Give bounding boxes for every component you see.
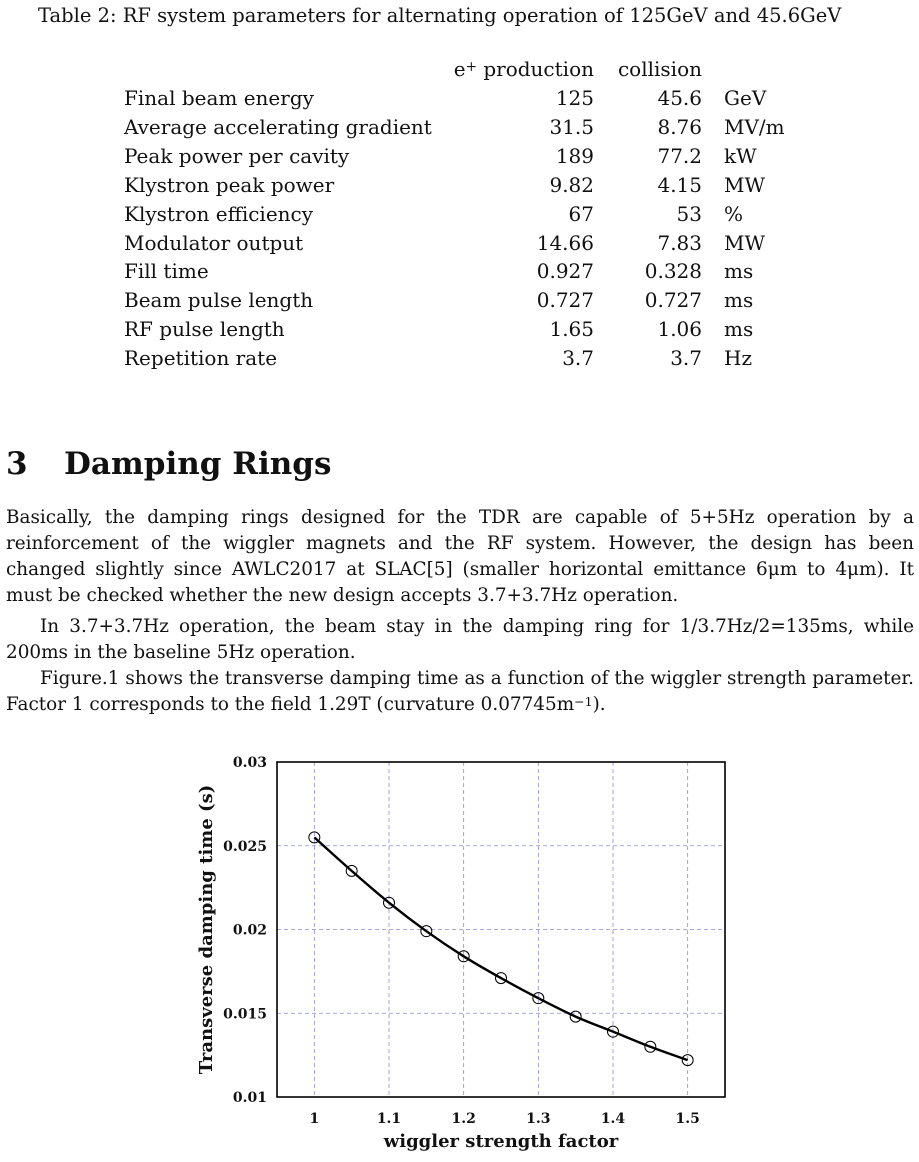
header-col1: e+ production (453, 56, 594, 81)
chart-ticks (223, 755, 700, 1127)
row-value-collision: 3.7 (670, 346, 702, 371)
row-value-collision: 45.6 (657, 86, 702, 110)
section-title: Damping Rings (64, 446, 332, 482)
row-label: Peak power per cavity (124, 143, 350, 168)
table-header-row (118, 54, 785, 84)
row-value-eplus: 125 (555, 86, 594, 110)
row-value-eplus: 0.727 (536, 288, 594, 313)
y-axis-label: Transverse damping time (s) (196, 784, 217, 1075)
x-tick-label: 1.5 (675, 1111, 700, 1127)
row-label: Final beam energy (124, 86, 314, 110)
row-label: Klystron efficiency (124, 201, 314, 226)
paragraph-1: Basically, the damping rings designed for the TDR are capable of 5+5Hz operation by a reinforcement of the wiggler magnets and the RF system. However, the design has been changed slightly since AWLC2017 at SLAC[5] (smaller horizontal emittance 6μm to 4μm). It must be checked whether the new design accepts 3.7+3.7Hz operation. (6, 507, 914, 606)
x-tick-label: 1 (309, 1111, 320, 1127)
row-value-collision: 53 (676, 201, 702, 226)
y-tick-label: 0.015 (223, 1006, 267, 1023)
chart-grid (277, 762, 725, 1097)
row-unit: Hz (724, 346, 752, 371)
y-tick-label: 0.02 (232, 922, 267, 939)
row-value-eplus: 0.927 (536, 259, 594, 284)
table-row (118, 229, 785, 258)
table-row (118, 171, 785, 200)
x-tick-label: 1.3 (526, 1111, 551, 1127)
row-unit: MW (724, 172, 766, 197)
chart-fit-curve (314, 837, 687, 1060)
row-value-eplus: 9.82 (549, 172, 594, 197)
x-tick-label: 1.1 (376, 1111, 402, 1127)
y-tick-label: 0.01 (232, 1090, 267, 1106)
table-row (118, 200, 785, 229)
x-tick-label: 1.2 (451, 1111, 476, 1127)
x-axis-label: wiggler strength factor (383, 1131, 619, 1152)
row-value-collision: 8.76 (657, 114, 702, 139)
row-label: Fill time (124, 259, 209, 284)
row-value-eplus: 1.65 (549, 317, 594, 342)
y-tick-label: 0.03 (232, 755, 267, 771)
row-value-collision: 1.06 (657, 317, 702, 342)
table-row (118, 142, 785, 171)
row-unit: ms (724, 288, 754, 313)
y-tick-label: 0.025 (223, 838, 267, 855)
row-value-collision: 77.2 (657, 143, 702, 168)
table-caption: Table 2: RF system parameters for alternating operation of 125GeV and 45.6GeV (38, 4, 842, 27)
row-value-collision: 0.328 (644, 259, 702, 284)
row-label: Average accelerating gradient (124, 114, 432, 139)
row-label: Klystron peak power (124, 172, 335, 197)
section-number: 3 (6, 446, 28, 482)
row-value-eplus: 67 (568, 201, 594, 226)
table-row (118, 257, 785, 286)
table-row (118, 84, 785, 113)
row-unit: ms (724, 259, 754, 284)
header-col2: collision (617, 56, 702, 81)
row-value-collision: 4.15 (657, 172, 702, 197)
row-value-collision: 7.83 (657, 230, 702, 255)
row-unit: ms (724, 317, 754, 342)
fit-curve (314, 837, 687, 1060)
row-unit: MV/m (724, 114, 785, 139)
row-value-eplus: 14.66 (536, 230, 594, 255)
row-value-eplus: 3.7 (562, 346, 594, 371)
row-unit: MW (724, 230, 766, 255)
row-value-collision: 0.727 (644, 288, 702, 313)
row-label: Modulator output (124, 230, 304, 255)
paragraph-2: In 3.7+3.7Hz operation, the beam stay in the damping ring for 1/3.7Hz/2=135ms, while 200ms in the baseline 5Hz operation. (6, 616, 914, 663)
row-value-eplus: 31.5 (549, 114, 594, 139)
row-unit: GeV (724, 86, 767, 110)
table-row (118, 286, 785, 315)
x-tick-label: 1.4 (600, 1111, 626, 1127)
row-unit: kW (724, 143, 757, 168)
chart-points (309, 832, 693, 1066)
row-label: Repetition rate (124, 346, 278, 371)
rf-parameters-table (118, 54, 785, 373)
row-label: RF pulse length (124, 317, 285, 342)
table-row (118, 344, 785, 373)
row-label: Beam pulse length (124, 288, 314, 313)
table-row (118, 113, 785, 142)
section-heading (6, 446, 331, 482)
row-unit: % (724, 201, 744, 226)
table-row (118, 315, 785, 344)
paragraph-3: Figure.1 shows the transverse damping time as a function of the wiggler strength parameter. Factor 1 corresponds to the field 1.29T (curvature $0.07745m^{-1}$). (6, 668, 914, 715)
row-value-eplus: 189 (555, 143, 594, 168)
damping-time-chart (190, 750, 750, 1158)
